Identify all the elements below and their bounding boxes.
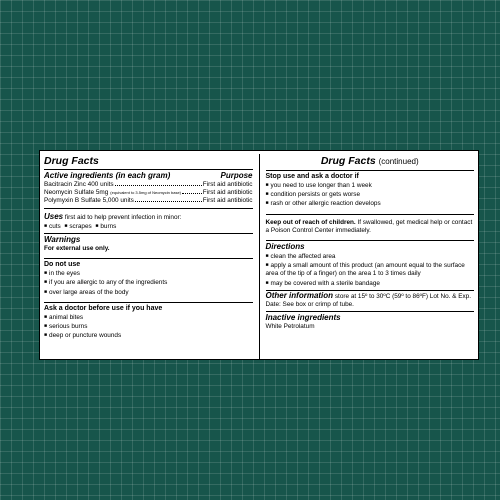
ingredient-name: Neomycin Sulfate 5mg — [44, 189, 109, 197]
drug-facts-title: Drug Facts — [44, 154, 253, 170]
ingredient-purpose: First aid antibiotic — [202, 189, 253, 197]
ingredient-purpose: First aid antibiotic — [202, 181, 253, 188]
active-ingredients-section — [44, 170, 253, 209]
ask-doctor-item: ■ serious burns — [44, 322, 253, 331]
warnings-section — [44, 234, 253, 259]
inactive-ingredients-heading: Inactive ingredients — [265, 313, 341, 323]
stop-use-heading: Stop use and ask a doctor if — [265, 173, 359, 180]
directions-heading: Directions — [265, 242, 305, 252]
ask-doctor-heading: Ask a doctor before use if you have — [44, 304, 163, 312]
uses-text: first aid to help prevent infection in minor: — [64, 213, 182, 221]
warnings-heading: Warnings — [44, 235, 81, 245]
ingredient-note: (equivalent to 3.5mg of Neomycin base) — [110, 190, 181, 196]
drug-facts-left-column — [44, 154, 259, 359]
stop-use-item: ■ you need to use longer than 1 week — [266, 181, 475, 190]
dot-leader — [135, 201, 202, 202]
drug-facts-title: Drug Facts — [320, 155, 376, 167]
ingredient-name: Polymyxin B Sulfate 5,000 units — [44, 197, 134, 205]
do-not-use-section — [44, 259, 253, 303]
directions-item: ■ clean the affected area — [266, 252, 475, 261]
drug-facts-right-column — [259, 154, 475, 359]
uses-item: ■ burns — [95, 223, 116, 230]
directions-item: ■ apply a small amount of this product (an amount equal to the surface area of the tip of a finger) on the area 1 to 3 times daily — [266, 261, 475, 278]
dot-leader — [182, 193, 202, 194]
uses-item: ■ cuts — [44, 223, 61, 230]
keep-out-text: If swallowed, get medical help or contact a Poison Control Center immediately. — [265, 218, 473, 234]
ask-doctor-section — [44, 303, 253, 343]
directions-section — [266, 241, 475, 291]
other-information-text: store at 15º to 30ºC (59º to 86ºF) Lot No. & Exp. Date: See box or crimp of tube. — [265, 292, 471, 309]
keep-out-heading: Keep out of reach of children. — [265, 218, 356, 226]
ingredient-row — [44, 181, 253, 189]
drug-facts-panel — [39, 150, 479, 360]
ingredient-row — [44, 189, 253, 197]
uses-heading: Uses — [44, 211, 64, 221]
other-information-heading: Other information — [265, 290, 334, 300]
ingredient-purpose: First aid antibiotic — [202, 197, 253, 205]
directions-item: ■ may be covered with a sterile bandage — [266, 279, 475, 288]
do-not-use-item: ■ in the eyes — [44, 269, 253, 278]
ingredient-name: Bacitracin Zinc 400 units — [44, 181, 114, 188]
do-not-use-heading: Do not use — [44, 261, 81, 269]
warnings-text: For external use only. — [44, 245, 110, 253]
uses-item: ■ scrapes — [64, 223, 91, 230]
ingredient-row — [44, 197, 253, 205]
dot-leader — [115, 185, 202, 186]
continued-label: (continued) — [378, 157, 419, 166]
inactive-ingredients-text: White Petrolatum — [265, 323, 315, 331]
stop-use-section — [266, 171, 475, 215]
other-information-section — [266, 291, 475, 312]
inactive-ingredients-section — [266, 312, 475, 333]
do-not-use-item: ■ if you are allergic to any of the ingredients — [44, 278, 253, 287]
active-ingredients-heading: Active ingredients (in each gram) — [44, 171, 171, 180]
stop-use-item: ■ condition persists or gets worse — [266, 190, 475, 199]
drug-facts-continued-title — [266, 154, 475, 171]
ask-doctor-item: ■ deep or puncture wounds — [44, 331, 253, 340]
keep-out-section — [266, 215, 475, 241]
uses-section — [44, 209, 253, 234]
stop-use-item: ■ rash or other allergic reaction develops — [266, 199, 475, 208]
purpose-heading: Purpose — [220, 171, 253, 180]
ask-doctor-item: ■ animal bites — [44, 313, 253, 322]
do-not-use-item: ■ over large areas of the body — [44, 288, 253, 297]
